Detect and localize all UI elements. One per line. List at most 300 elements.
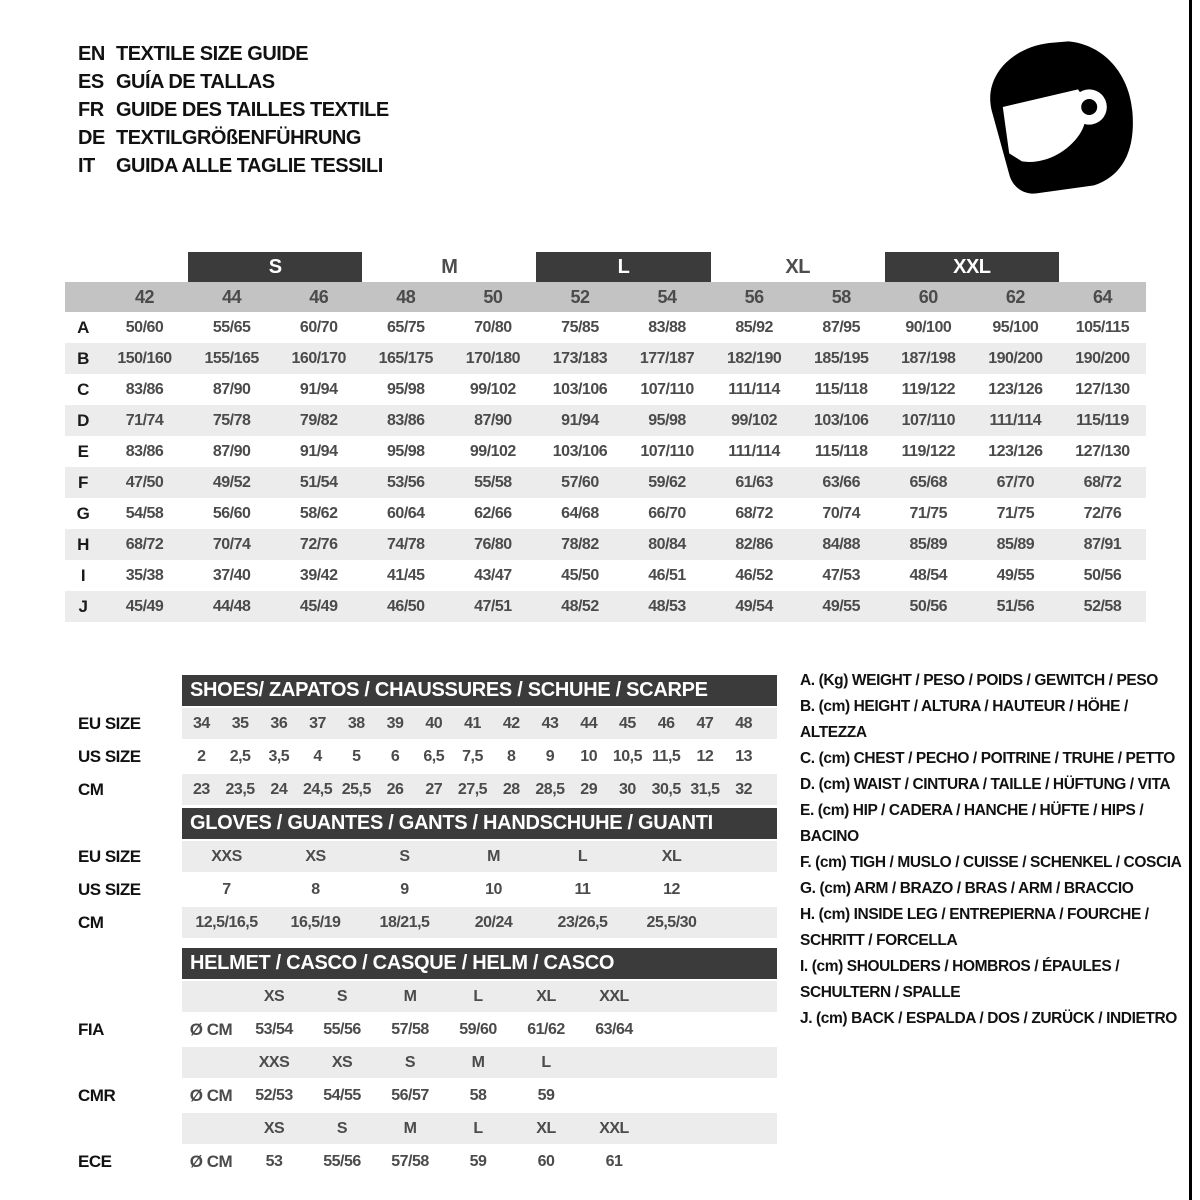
row-label: I — [80, 565, 86, 585]
size-value: 28 — [502, 780, 520, 798]
helmet-value: 59 — [537, 1086, 555, 1104]
helmet-value: 61/62 — [527, 1020, 565, 1038]
helmet-value: 60 — [537, 1152, 555, 1170]
row-side-label: CM — [78, 779, 104, 799]
size-value: 111/114 — [728, 442, 780, 460]
size-value: 24,5 — [302, 780, 333, 798]
helmet-value: 53/54 — [255, 1020, 293, 1038]
measurement-row — [65, 591, 1146, 622]
size-value: 48 — [735, 714, 753, 732]
row-sizes — [182, 981, 777, 1012]
row-label: B — [77, 348, 89, 368]
page-right-border — [1189, 0, 1192, 1200]
size-value: 48/54 — [909, 566, 948, 584]
size-value: 39/42 — [299, 566, 338, 584]
size-value: 37 — [309, 714, 326, 732]
unit-label: Ø CM — [189, 1085, 233, 1105]
legend-item: D. (cm) WAIST / CINTURA / TAILLE / HÜFTUNG / VITA — [800, 776, 1171, 793]
language-row — [78, 68, 389, 96]
gloves-title: GLOVES / GUANTES / GANTS / HANDSCHUHE / GUANTI — [190, 812, 713, 834]
standard-label: ECE — [78, 1151, 112, 1171]
numeric-size: 64 — [1092, 286, 1112, 307]
helmet-size: S — [336, 987, 348, 1005]
helmet-size-row — [65, 981, 777, 1012]
legend-item: C. (cm) CHEST / PECHO / POITRINE / TRUHE / PETTO — [800, 750, 1175, 767]
numeric-size: 60 — [918, 286, 938, 307]
size-value: 58/62 — [299, 504, 338, 522]
size-value: 95/98 — [648, 411, 686, 429]
table-row — [65, 907, 777, 938]
size-value: 90/100 — [905, 318, 952, 336]
numeric-size: 50 — [483, 286, 503, 307]
size-value: 32 — [735, 780, 753, 798]
helmet-value: 55/56 — [323, 1152, 361, 1170]
row-values — [182, 1080, 777, 1111]
size-value: 7,5 — [462, 747, 483, 765]
size-value: 60/64 — [387, 504, 425, 522]
size-value: 83/88 — [648, 318, 686, 336]
numeric-size: 58 — [831, 286, 851, 307]
measurement-row — [65, 498, 1146, 529]
size-value: 119/122 — [901, 442, 956, 460]
size-value: 64/68 — [561, 504, 599, 522]
helmet-section — [65, 981, 777, 1045]
measurement-row — [65, 343, 1146, 374]
size-value: 123/126 — [988, 380, 1043, 398]
measurement-row — [65, 312, 1146, 343]
size-value: 115/118 — [814, 442, 868, 460]
helmet-value-row — [65, 1146, 777, 1177]
size-value: 111/114 — [728, 380, 780, 398]
size-value: 46/51 — [648, 566, 686, 584]
row-side-spacer — [65, 981, 182, 1012]
size-value: 2,5 — [229, 747, 251, 765]
table-row — [65, 874, 777, 905]
size-value: 87/90 — [474, 411, 512, 429]
measurement-row — [65, 405, 1146, 436]
size-value: 47 — [696, 714, 714, 732]
size-value: 12,5/16,5 — [195, 913, 258, 931]
size-value: 43/47 — [474, 566, 512, 584]
legend-item: G. (cm) ARM / BRAZO / BRAS / ARM / BRACCIO — [800, 880, 1134, 897]
row-values — [182, 841, 777, 872]
size-value: 68/72 — [1083, 473, 1122, 491]
size-value: 78/82 — [561, 535, 599, 553]
size-value: 67/70 — [996, 473, 1035, 491]
shoes-title-bar — [182, 675, 777, 706]
size-value: 29 — [580, 780, 598, 798]
size-value: 30 — [619, 780, 636, 798]
helmet-value: 59 — [469, 1152, 487, 1170]
size-value: 99/102 — [469, 380, 516, 398]
legend-item: A. (Kg) WEIGHT / PESO / POIDS / GEWITCH / PESO — [800, 672, 1158, 689]
language-title: GUIDA ALLE TAGLIE TESSILI — [116, 154, 383, 177]
size-value: 115/118 — [814, 380, 868, 398]
numeric-size: 44 — [222, 286, 242, 307]
size-value: 4 — [313, 747, 322, 765]
helmet-size: S — [336, 1119, 348, 1137]
language-row — [78, 96, 389, 124]
row-values — [182, 874, 777, 905]
size-value: 57/60 — [561, 473, 599, 491]
size-value: 47/51 — [474, 597, 512, 615]
size-value: 6,5 — [423, 747, 445, 765]
shoes-table — [65, 675, 777, 805]
size-value: 9 — [545, 747, 555, 765]
helmet-size: XS — [263, 987, 285, 1005]
helmet-title-bar — [182, 948, 777, 979]
size-value: 91/94 — [299, 442, 338, 460]
size-value: 53/56 — [387, 473, 425, 491]
table-row — [65, 841, 777, 872]
legend-item: B. (cm) HEIGHT / ALTURA / HAUTEUR / HÖHE / ALTEZZA — [800, 698, 1128, 741]
size-value: 87/95 — [822, 318, 860, 336]
gloves-rows — [65, 841, 777, 938]
helmet-size: L — [473, 987, 483, 1005]
size-value: 63/66 — [822, 473, 860, 491]
size-value: 11,5 — [652, 747, 681, 765]
helmet-value: 52/53 — [255, 1086, 293, 1104]
size-value: 25,5/30 — [646, 913, 697, 931]
size-value: 83/86 — [387, 411, 425, 429]
gloves-table — [65, 808, 777, 938]
size-value: 190/200 — [1075, 349, 1130, 367]
helmet-size: L — [541, 1053, 551, 1071]
size-value: XL — [661, 847, 682, 865]
size-value: 187/198 — [901, 349, 956, 367]
size-group-xxl: XXL — [885, 252, 1059, 282]
size-value: 95/98 — [387, 380, 425, 398]
helmet-value: 61 — [605, 1152, 623, 1170]
helmet-size: M — [403, 1119, 417, 1137]
size-value: M — [487, 847, 500, 865]
helmet-size: XXL — [599, 1119, 629, 1137]
helmet-size: XS — [263, 1119, 285, 1137]
language-title: TEXTILE SIZE GUIDE — [116, 42, 309, 65]
row-values — [182, 741, 777, 772]
size-value: 119/122 — [901, 380, 956, 398]
size-value: 71/74 — [125, 411, 164, 429]
helmet-value-row — [65, 1014, 777, 1045]
size-group-m: M — [441, 256, 458, 278]
size-value: 55/58 — [474, 473, 512, 491]
size-value: 10,5 — [612, 747, 642, 765]
row-label: E — [77, 441, 89, 461]
language-title: GUIDE DES TAILLES TEXTILE — [116, 98, 389, 121]
size-value: 16,5/19 — [290, 913, 341, 931]
size-value: 185/195 — [814, 349, 869, 367]
legend-item: E. (cm) HIP / CADERA / HANCHE / HÜFTE / HIPS / BACINO — [800, 802, 1144, 845]
size-value: 27,5 — [457, 780, 488, 798]
size-value: 91/94 — [299, 380, 338, 398]
language-header — [78, 40, 389, 180]
size-value: S — [399, 847, 410, 865]
size-value: 49/55 — [996, 566, 1035, 584]
row-side-spacer — [65, 1047, 182, 1078]
table-row — [65, 741, 777, 772]
measurement-row — [65, 374, 1146, 405]
numeric-size: 48 — [396, 286, 416, 307]
size-value: 51/54 — [299, 473, 338, 491]
size-value: 12 — [696, 747, 714, 765]
size-value: 24 — [270, 780, 288, 798]
size-value: 71/75 — [996, 504, 1035, 522]
legend-item: J. (cm) BACK / ESPALDA / DOS / ZURÜCK / INDIETRO — [800, 1010, 1177, 1027]
size-value: 34 — [192, 714, 210, 732]
size-value: 72/76 — [1083, 504, 1122, 522]
legend-item: H. (cm) INSIDE LEG / ENTREPIERNA / FOURCHE / SCHRITT / FORCELLA — [800, 906, 1149, 949]
row-side-label: US SIZE — [78, 879, 141, 899]
size-value: 55/65 — [212, 318, 251, 336]
size-value: 75/85 — [561, 318, 599, 336]
size-value: 41 — [464, 714, 481, 732]
unit-label: Ø CM — [189, 1151, 233, 1171]
helmet-title: HELMET / CASCO / CASQUE / HELM / CASCO — [190, 952, 615, 974]
language-code: ES — [78, 70, 104, 93]
row-label: H — [77, 534, 89, 554]
size-value: 84/88 — [822, 535, 860, 553]
numeric-size: 52 — [570, 286, 590, 307]
helmet-size: S — [404, 1053, 416, 1071]
numeric-size: 56 — [744, 286, 764, 307]
size-value: 46/52 — [735, 566, 773, 584]
language-row — [78, 152, 389, 180]
helmet-size: M — [471, 1053, 485, 1071]
helmet-size: XXL — [599, 987, 629, 1005]
size-value: 13 — [735, 747, 753, 765]
size-value: 85/89 — [996, 535, 1035, 553]
size-value: 107/110 — [901, 411, 956, 429]
size-value: XS — [305, 847, 326, 865]
size-value: 56/60 — [212, 504, 251, 522]
size-value: 83/86 — [125, 380, 164, 398]
size-value: 105/115 — [1075, 318, 1130, 336]
size-value: 182/190 — [726, 349, 782, 367]
size-value: 42 — [502, 714, 520, 732]
row-label: C — [77, 379, 89, 399]
helmet-size-row — [65, 1047, 777, 1078]
row-values — [182, 907, 777, 938]
size-group-l: L — [536, 252, 710, 282]
size-value: 50/60 — [125, 318, 164, 336]
size-value: 155/165 — [204, 349, 259, 367]
helmet-section — [65, 1113, 777, 1177]
helmet-value-row — [65, 1080, 777, 1111]
size-value: 87/91 — [1083, 535, 1122, 553]
size-value: 103/106 — [552, 380, 608, 398]
size-value: 70/74 — [212, 535, 251, 553]
size-value: 41/45 — [387, 566, 425, 584]
size-group-xl: XL — [785, 256, 810, 278]
row-side-label: EU SIZE — [78, 846, 141, 866]
size-value: 20/24 — [474, 913, 513, 931]
size-value: 2 — [197, 747, 206, 765]
numeric-size: 62 — [1005, 286, 1025, 307]
size-group-s: S — [188, 252, 362, 282]
size-value: 52/58 — [1083, 597, 1122, 615]
size-value: 10 — [485, 880, 502, 898]
size-value: 87/90 — [212, 380, 251, 398]
size-value: 71/75 — [909, 504, 948, 522]
size-value: 49/52 — [212, 473, 251, 491]
size-value: 25,5 — [341, 780, 371, 798]
helmet-size: L — [473, 1119, 483, 1137]
size-value: 85/89 — [909, 535, 948, 553]
size-value: 165/175 — [378, 349, 433, 367]
size-value: 150/160 — [117, 349, 172, 367]
size-value: 127/130 — [1075, 380, 1130, 398]
row-values — [182, 1146, 777, 1177]
language-row — [78, 124, 389, 152]
helmet-value: 58 — [469, 1086, 487, 1104]
size-value: 99/102 — [731, 411, 778, 429]
size-value: 70/74 — [822, 504, 860, 522]
size-value: 59/62 — [648, 473, 686, 491]
size-value: 9 — [400, 880, 409, 898]
size-value: 72/76 — [299, 535, 338, 553]
size-value: 49/55 — [822, 597, 860, 615]
size-value: 99/102 — [469, 442, 516, 460]
row-label: J — [78, 596, 88, 616]
size-value: 61/63 — [735, 473, 773, 491]
helmet-size: XL — [536, 987, 556, 1005]
size-value: 5 — [352, 747, 361, 765]
size-value: 79/82 — [299, 411, 338, 429]
size-value: 60/70 — [299, 318, 338, 336]
row-label: F — [78, 472, 88, 492]
size-value: 47/50 — [125, 473, 164, 491]
measurement-row — [65, 529, 1146, 560]
language-code: DE — [78, 126, 105, 149]
size-value: 51/56 — [996, 597, 1035, 615]
size-value: 83/86 — [125, 442, 164, 460]
size-value: 107/110 — [640, 442, 694, 460]
size-value: 91/94 — [561, 411, 599, 429]
size-value: 47/53 — [822, 566, 860, 584]
size-value: 3,5 — [268, 747, 290, 765]
helmet-section — [65, 1047, 777, 1111]
numeric-size: 46 — [309, 286, 329, 307]
row-values — [182, 708, 777, 739]
helmet-size: XXS — [258, 1053, 290, 1071]
size-value: 173/183 — [552, 349, 608, 367]
textile-size-table — [65, 252, 1146, 622]
language-title: GUÍA DE TALLAS — [116, 70, 275, 93]
size-value: 190/200 — [988, 349, 1043, 367]
legend-item: I. (cm) SHOULDERS / HOMBROS / ÉPAULES / SCHULTERN / SPALLE — [800, 958, 1120, 1001]
row-label: A — [77, 317, 89, 337]
size-value: 87/90 — [212, 442, 251, 460]
racing-helmet-icon — [982, 34, 1142, 196]
numeric-size: 42 — [135, 286, 155, 307]
size-value: 40 — [425, 714, 443, 732]
measurement-row — [65, 467, 1146, 498]
size-value: 44 — [580, 714, 598, 732]
size-value: 44/48 — [212, 597, 251, 615]
size-value: 8 — [311, 880, 320, 898]
size-value: 48/52 — [561, 597, 599, 615]
size-value: 26 — [386, 780, 404, 798]
size-value: 45/50 — [561, 566, 599, 584]
numeric-size: 54 — [657, 286, 677, 307]
shoes-rows — [65, 708, 777, 805]
size-value: XXS — [211, 847, 242, 865]
helmet-value: 55/56 — [323, 1020, 361, 1038]
size-value: 76/80 — [474, 535, 512, 553]
size-value: 30,5 — [651, 780, 681, 798]
size-value: 43 — [541, 714, 559, 732]
helmet-value: 57/58 — [391, 1152, 429, 1170]
size-value: 115/119 — [1076, 411, 1129, 429]
row-side-spacer — [65, 1113, 182, 1144]
size-value: 28,5 — [535, 780, 565, 798]
size-value: 50/56 — [1083, 566, 1122, 584]
helmet-value: 59/60 — [459, 1020, 497, 1038]
size-value: 49/54 — [735, 597, 773, 615]
size-value: 46/50 — [387, 597, 425, 615]
row-sizes — [182, 1047, 777, 1078]
measurement-row — [65, 560, 1146, 591]
size-value: 36 — [270, 714, 288, 732]
row-label: G — [76, 503, 90, 523]
size-value: L — [577, 847, 588, 865]
shoes-title: SHOES/ ZAPATOS / CHAUSSURES / SCHUHE / SCARPE — [190, 679, 708, 701]
size-value: 62/66 — [474, 504, 512, 522]
size-value: 85/92 — [735, 318, 773, 336]
size-value: 103/106 — [814, 411, 869, 429]
size-value: 82/86 — [735, 535, 773, 553]
row-values — [182, 1014, 777, 1045]
language-code: IT — [78, 154, 95, 177]
helmet-size-row — [65, 1113, 777, 1144]
size-value: 103/106 — [552, 442, 608, 460]
measurement-rows — [65, 312, 1146, 622]
size-value: 45 — [619, 714, 636, 732]
size-value: 50/56 — [909, 597, 948, 615]
size-value: 80/84 — [648, 535, 686, 553]
helmet-value: 56/57 — [391, 1086, 429, 1104]
size-value: 111/114 — [989, 411, 1042, 429]
size-value: 8 — [507, 747, 516, 765]
helmet-size: XS — [331, 1053, 353, 1071]
row-side-label: EU SIZE — [78, 713, 141, 733]
unit-label: Ø CM — [189, 1019, 233, 1039]
table-row — [65, 708, 777, 739]
row-sizes — [182, 1113, 777, 1144]
size-value: 68/72 — [735, 504, 773, 522]
size-value: 65/75 — [387, 318, 425, 336]
size-value: 70/80 — [474, 318, 512, 336]
size-value: 123/126 — [988, 442, 1043, 460]
size-value: 23 — [192, 780, 210, 798]
size-value: 45/49 — [299, 597, 338, 615]
legend-item: F. (cm) TIGH / MUSLO / CUISSE / SCHENKEL / COSCIA — [800, 854, 1182, 871]
table-row — [65, 774, 777, 805]
size-value: 177/187 — [639, 349, 695, 367]
standard-label: FIA — [78, 1019, 104, 1039]
size-value: 37/40 — [212, 566, 251, 584]
language-title: TEXTILGRÖßENFÜHRUNG — [116, 126, 361, 149]
standard-label: CMR — [78, 1085, 116, 1105]
size-value: 46 — [657, 714, 675, 732]
size-value: 66/70 — [648, 504, 686, 522]
size-group-header — [65, 252, 1146, 282]
size-value: 39 — [386, 714, 404, 732]
size-value: 95/100 — [992, 318, 1039, 336]
size-value: 38 — [347, 714, 365, 732]
size-value: 68/72 — [125, 535, 164, 553]
size-value: 35 — [231, 714, 249, 732]
